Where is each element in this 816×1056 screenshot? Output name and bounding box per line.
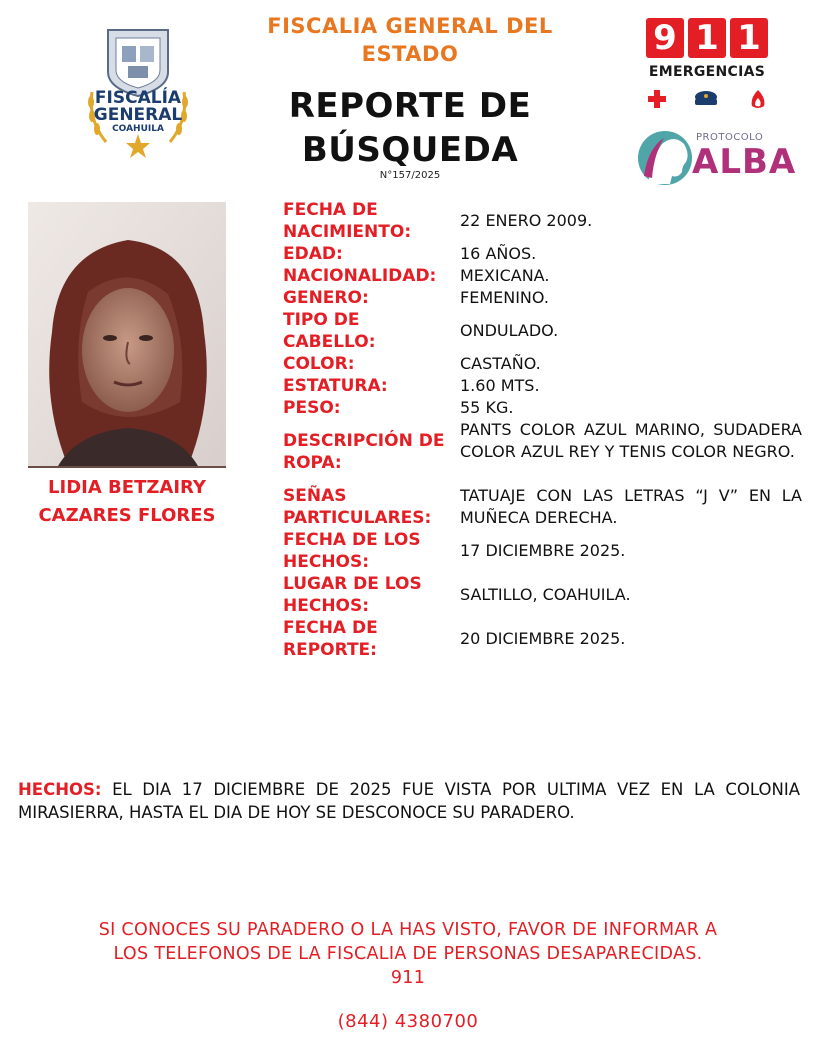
label-line: CABELLO:: [283, 332, 376, 352]
field-label-color: COLOR:: [283, 354, 355, 374]
report-number: N°157/2025: [379, 170, 441, 181]
field-label-peso: PESO:: [283, 398, 341, 418]
label-line: FECHA DE: [283, 200, 378, 220]
facts-label: HECHOS:: [18, 780, 102, 799]
label-line: PARTICULARES:: [283, 508, 432, 528]
report-title-line1: REPORTE DE: [288, 86, 532, 126]
person-name-line1: LIDIA BETZAIRY: [48, 477, 206, 498]
digit-1b: 1: [730, 18, 768, 58]
report-title: [240, 84, 580, 172]
label-line: REPORTE:: [283, 640, 377, 660]
label-line: LUGAR DE LOS: [283, 574, 422, 594]
field-value-color: CASTAÑO.: [460, 354, 541, 373]
fge-logo-text: [78, 90, 198, 135]
police-cap-icon: [695, 91, 717, 105]
field-label-tipo-cabello: [283, 309, 453, 353]
field-value-descripcion-ropa: PANTS COLOR AZUL MARINO, SUDADERA COLOR AZUL REY Y TENIS COLOR NEGRO.: [460, 420, 802, 461]
person-name-line2: CAZARES FLORES: [38, 505, 216, 526]
label-line: HECHOS:: [283, 596, 370, 616]
label-line: SEÑAS: [283, 486, 347, 506]
field-label-estatura: ESTATURA:: [283, 376, 388, 396]
person-name: [20, 474, 234, 530]
alba-name: ALBA: [692, 142, 797, 182]
field-value-edad: 16 AÑOS.: [460, 244, 537, 263]
call-to-action: [20, 918, 796, 990]
emergencias-911-logo: [642, 18, 772, 118]
field-label-senas-particulares: [283, 485, 453, 529]
field-label-descripcion-ropa: [283, 430, 453, 474]
field-value-senas-particulares: TATUAJE CON LAS LETRAS “J V” EN LA MUÑECA DERECHA.: [460, 486, 802, 527]
medical-cross-icon: [648, 90, 666, 108]
field-label-nacionalidad: NACIONALIDAD:: [283, 266, 437, 286]
alba-prefix: PROTOCOLO: [696, 132, 764, 143]
fge-logo-line1: FISCALÍA: [94, 88, 182, 108]
report-title-line2: BÚSQUEDA: [301, 130, 519, 170]
label-line: FECHA DE: [283, 618, 378, 638]
label-line: NACIMIENTO:: [283, 222, 412, 242]
cta-line1: SI CONOCES SU PARADERO O LA HAS VISTO, FAVOR DE INFORMAR A: [98, 920, 718, 940]
field-value-estatura: 1.60 MTS.: [460, 376, 540, 395]
digit-1: 1: [688, 18, 726, 58]
field-value-fecha-reporte: 20 DICIEMBRE 2025.: [460, 629, 626, 648]
agency-name-line1: FISCALIA GENERAL DEL: [267, 14, 553, 38]
field-value-fecha-hechos: 17 DICIEMBRE 2025.: [460, 541, 626, 560]
emergencias-label: EMERGENCIAS: [648, 64, 766, 80]
cta-line2: LOS TELEFONOS DE LA FISCALIA DE PERSONAS DESAPARECIDAS.: [113, 944, 703, 964]
field-label-fecha-reporte: [283, 617, 453, 661]
field-label-edad: EDAD:: [283, 244, 343, 264]
label-line: FECHA DE LOS: [283, 530, 421, 550]
label-line: TIPO DE: [283, 310, 360, 330]
cta-emergency-number: 911: [390, 968, 426, 988]
photo-underline: [28, 466, 226, 468]
field-label-lugar-hechos: [283, 573, 453, 617]
field-value-fecha-nacimiento: 22 ENERO 2009.: [460, 211, 593, 230]
digit-9: 9: [646, 18, 684, 58]
fge-coahuila-logo: [78, 22, 198, 162]
alba-profile-icon: [638, 128, 692, 188]
missing-person-photo: [28, 202, 226, 466]
fire-icon: [752, 90, 765, 108]
emergency-services-icons: [646, 86, 772, 112]
portrait-image: [28, 202, 226, 466]
agency-name-line2: ESTADO: [361, 42, 459, 66]
fge-logo-line2: GENERAL: [93, 105, 183, 125]
field-value-genero: FEMENINO.: [460, 288, 549, 307]
field-value-tipo-cabello: ONDULADO.: [460, 321, 559, 340]
contact-phone-number: (844) 4380700: [337, 1011, 479, 1032]
facts-text: EL DIA 17 DICIEMBRE DE 2025 FUE VISTA POR ULTIMA VEZ EN LA COLONIA MIRASIERRA, HASTA EL DIA DE HOY SE DESCONOCE SU PARADERO.: [18, 780, 800, 822]
protocolo-alba-logo: [638, 128, 797, 188]
field-value-peso: 55 KG.: [460, 398, 514, 417]
label-line: HECHOS:: [283, 552, 370, 572]
field-label-fecha-hechos: [283, 529, 453, 573]
field-value-lugar-hechos: SALTILLO, COAHUILA.: [460, 585, 631, 604]
agency-name: [240, 12, 580, 68]
facts-paragraph: [18, 778, 800, 824]
label-line: ROPA:: [283, 453, 342, 473]
field-label-genero: GENERO:: [283, 288, 369, 308]
field-value-nacionalidad: MEXICANA.: [460, 266, 550, 285]
label-line: DESCRIPCIÓN DE: [283, 431, 445, 451]
field-label-fecha-nacimiento: [283, 199, 453, 243]
fge-logo-line3: COAHUILA: [112, 124, 164, 134]
